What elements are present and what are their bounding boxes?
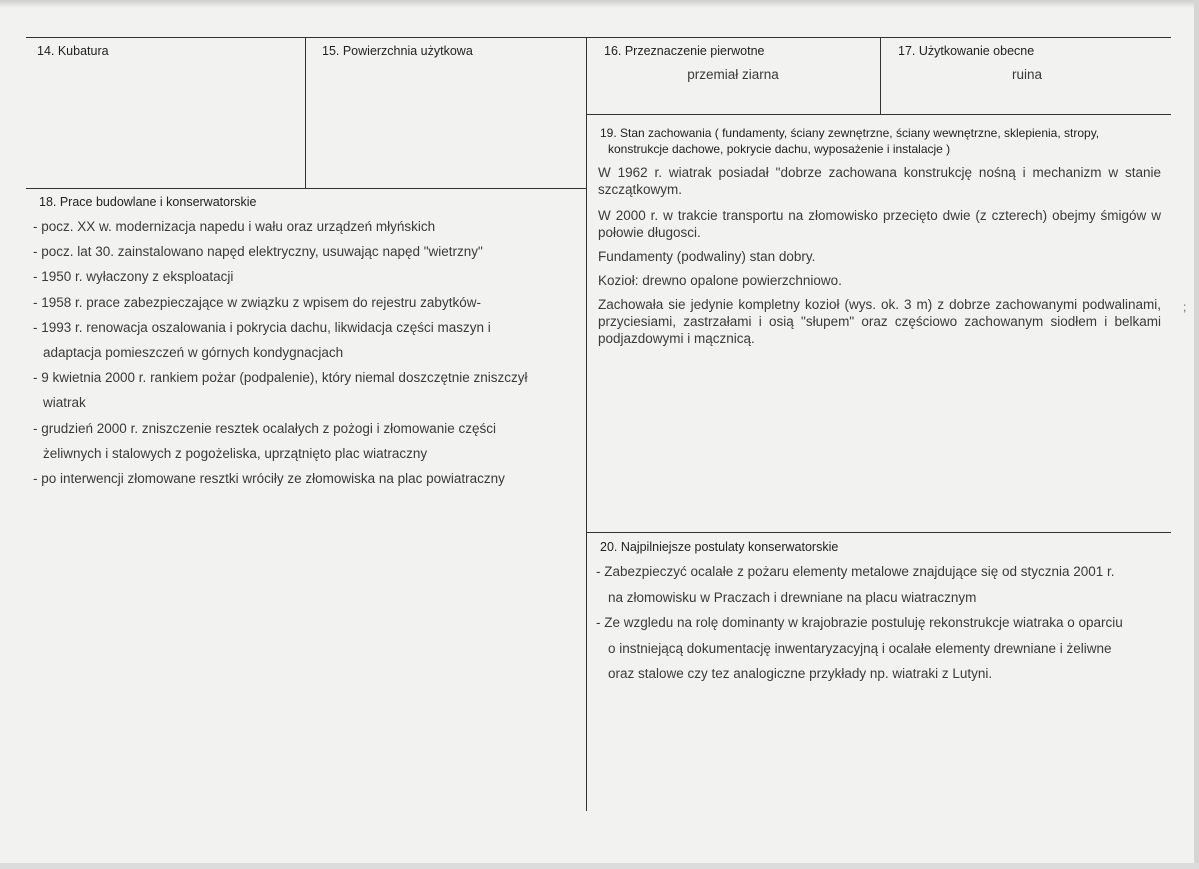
list-item: - po interwencji złomowane resztki wróciły ze złomowiska na plac powiatraczny <box>33 471 505 487</box>
field-17-label: 17. Użytkowanie obecne <box>898 44 1035 58</box>
paragraph: Kozioł: drewno opalone powierzchniowo. <box>598 273 842 288</box>
list-item: o instniejącą dokumentację inwentaryzacyjną i ocalałe elementy drewniane i żeliwne <box>608 640 1112 656</box>
rule-center-divider <box>586 37 587 811</box>
field-20-label: 20. Najpilniejsze postulaty konserwatorskie <box>600 540 839 554</box>
list-item: - 1950 r. wyłaczony z eksploatacji <box>33 269 234 285</box>
scan-top-edge <box>0 0 1199 8</box>
rule-under-19 <box>586 532 1171 533</box>
field-20-list <box>596 559 1166 687</box>
scan-right-edge <box>1194 0 1199 869</box>
rule-left-col-divider <box>305 37 306 188</box>
list-item: - grudzień 2000 r. zniszczenie resztek ocalałych z pożogi i złomowanie części <box>33 420 496 436</box>
field-19-label-line1: 19. Stan zachowania ( fundamenty, ściany zewnętrzne, ściany wewnętrzne, sklepienia, stropy, <box>600 126 1100 140</box>
list-item: - pocz. XX w. modernizacja napedu i wału oraz urządzeń młyńskich <box>33 219 436 234</box>
field-16-value: przemiał ziarna <box>687 67 779 82</box>
field-18-label: 18. Prace budowlane i konserwatorskie <box>39 195 257 209</box>
field-19-label <box>600 125 1160 157</box>
rule-top <box>26 37 1171 38</box>
list-item: - Ze wzgledu na rolę dominanty w krajobrazie postuluję rekonstrukcje wiatraka o oparciu <box>596 615 1123 630</box>
list-item: - Zabezpieczyć ocalałe z pożaru elementy metalowe znajdujące się od stycznia 2001 r. <box>596 564 1115 579</box>
field-15-label: 15. Powierzchnia użytkowa <box>322 44 473 58</box>
list-item: - 1958 r. prace zabezpieczające w związku z wpisem do rejestru zabytków- <box>33 294 481 310</box>
field-16-label: 16. Przeznaczenie pierwotne <box>604 44 765 58</box>
list-item: oraz stalowe czy tez analogiczne przykłady np. wiatraki z Lutyni. <box>608 666 993 681</box>
field-18-list <box>33 214 573 491</box>
field-19-label-line2: konstrukcje dachowe, pokrycie dachu, wyposażenie i instalacje ) <box>608 142 951 156</box>
scan-bottom-edge <box>0 863 1199 869</box>
paragraph: W 1962 r. wiatrak posiadał "dobrze zachowana konstrukcję nośną i mechanizm w stanie szczątkowym. <box>598 165 1161 197</box>
list-item: - pocz. lat 30. zainstalowano napęd elektryczny, usuwając napęd "wietrzny" <box>33 244 483 260</box>
paragraph: W 2000 r. w trakcie transportu na złomowisko przecięto dwie (z czterech) obejmy śmigów w połowie długosci. <box>598 208 1161 240</box>
list-item: adaptacja pomieszczeń w górnych kondygnacjach <box>43 345 344 361</box>
field-14-label: 14. Kubatura <box>37 44 109 58</box>
list-item: - 1993 r. renowacja oszalowania i pokrycia dachu, likwidacja części maszyn i <box>33 319 491 335</box>
field-17-value: ruina <box>1011 67 1043 82</box>
list-item: na złomowisku w Praczach i drewniane na placu wiatracznym <box>608 589 977 605</box>
rule-under-14-15 <box>26 188 586 189</box>
rule-under-16-17 <box>586 114 1171 115</box>
list-item: żeliwnych i stalowych z pogożeliska, uprzątnięto plac wiatraczny <box>43 445 428 461</box>
list-item: - 9 kwietnia 2000 r. rankiem pożar (podpalenie), który niemal doszczętnie zniszczył <box>33 370 528 386</box>
paragraph: Fundamenty (podwaliny) stan dobry. <box>598 249 816 264</box>
scan-speck: ; <box>1183 300 1187 314</box>
field-19-text <box>598 164 1161 347</box>
paragraph: Zachowała sie jedynie kompletny kozioł (wys. ok. 3 m) z dobrze zachowanymi podwalinami, przyciesiami, zastrzałami i osią "słupem" oraz częściowo zachowanym siodłem i belkami podjazdowymi i mącznicą. <box>598 297 1161 346</box>
list-item: wiatrak <box>43 395 86 411</box>
